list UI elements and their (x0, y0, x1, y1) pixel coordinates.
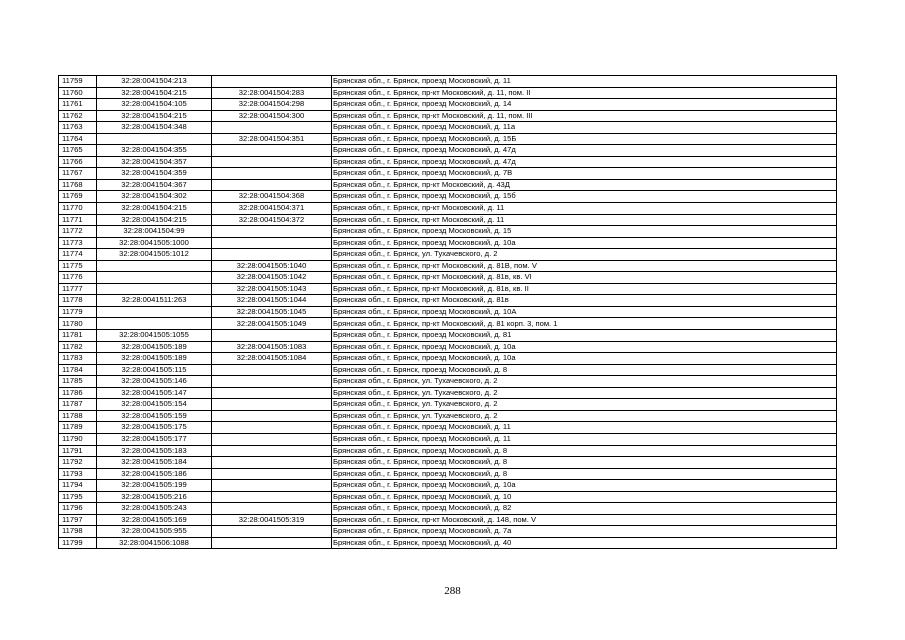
cadastral-number-cell (97, 133, 212, 145)
related-cadastral-number-cell (212, 364, 332, 376)
cadastral-number-cell: 32:28:0041505:147 (97, 387, 212, 399)
address-cell: Брянская обл., г. Брянск, пр-кт Московский, д. 11 (332, 203, 837, 215)
row-number-cell: 11771 (59, 214, 97, 226)
row-number-cell: 11759 (59, 76, 97, 88)
cadastral-number-cell: 32:28:0041504:105 (97, 99, 212, 111)
row-number-cell: 11798 (59, 526, 97, 538)
table-row (59, 168, 837, 180)
cadastral-number-cell (97, 283, 212, 295)
row-number-cell: 11777 (59, 283, 97, 295)
row-number-cell: 11762 (59, 110, 97, 122)
related-cadastral-number-cell: 32:28:0041504:368 (212, 191, 332, 203)
table-row (59, 306, 837, 318)
address-cell: Брянская обл., г. Брянск, пр-кт Московский, д. 81В, пом. V (332, 260, 837, 272)
page-number: 288 (444, 585, 461, 597)
related-cadastral-number-cell (212, 491, 332, 503)
cadastral-number-cell: 32:28:0041504:215 (97, 87, 212, 99)
address-cell: Брянская обл., г. Брянск, проезд Московский, д. 11 (332, 422, 837, 434)
cadastral-number-cell: 32:28:0041505:1000 (97, 237, 212, 249)
cadastral-number-cell: 32:28:0041505:1012 (97, 249, 212, 261)
address-cell: Брянская обл., г. Брянск, проезд Московский, д. 10а (332, 480, 837, 492)
cadastral-number-cell: 32:28:0041504:302 (97, 191, 212, 203)
cadastral-number-cell: 32:28:0041505:169 (97, 514, 212, 526)
table-row (59, 76, 837, 88)
cadastral-number-cell: 32:28:0041504:99 (97, 226, 212, 238)
row-number-cell: 11770 (59, 203, 97, 215)
address-cell: Брянская обл., г. Брянск, проезд Московский, д. 15Б (332, 133, 837, 145)
row-number-cell: 11792 (59, 457, 97, 469)
related-cadastral-number-cell (212, 480, 332, 492)
table-row (59, 480, 837, 492)
table-row (59, 514, 837, 526)
table-row (59, 318, 837, 330)
row-number-cell: 11778 (59, 295, 97, 307)
table-row (59, 364, 837, 376)
address-cell: Брянская обл., г. Брянск, ул. Тухачевского, д. 2 (332, 376, 837, 388)
cadastral-number-cell: 32:28:0041505:216 (97, 491, 212, 503)
table-row (59, 445, 837, 457)
table-row (59, 330, 837, 342)
address-cell: Брянская обл., г. Брянск, проезд Московский, д. 11 (332, 433, 837, 445)
address-cell: Брянская обл., г. Брянск, пр-кт Московский, д. 11 (332, 214, 837, 226)
related-cadastral-number-cell: 32:28:0041504:298 (212, 99, 332, 111)
related-cadastral-number-cell (212, 503, 332, 515)
address-cell: Брянская обл., г. Брянск, проезд Московский, д. 14 (332, 99, 837, 111)
related-cadastral-number-cell: 32:28:0041505:1042 (212, 272, 332, 284)
address-cell: Брянская обл., г. Брянск, ул. Тухачевского, д. 2 (332, 249, 837, 261)
table-row (59, 226, 837, 238)
row-number-cell: 11788 (59, 410, 97, 422)
row-number-cell: 11768 (59, 179, 97, 191)
cadastral-number-cell: 32:28:0041504:215 (97, 203, 212, 215)
row-number-cell: 11780 (59, 318, 97, 330)
row-number-cell: 11765 (59, 145, 97, 157)
related-cadastral-number-cell (212, 76, 332, 88)
table-row (59, 203, 837, 215)
related-cadastral-number-cell: 32:28:0041505:1045 (212, 306, 332, 318)
address-cell: Брянская обл., г. Брянск, проезд Московский, д. 7В (332, 168, 837, 180)
row-number-cell: 11760 (59, 87, 97, 99)
cadastral-number-cell: 32:28:0041505:189 (97, 341, 212, 353)
related-cadastral-number-cell (212, 410, 332, 422)
address-cell: Брянская обл., г. Брянск, проезд Московский, д. 40 (332, 537, 837, 549)
address-cell: Брянская обл., г. Брянск, проезд Московский, д. 11 (332, 76, 837, 88)
row-number-cell: 11772 (59, 226, 97, 238)
row-number-cell: 11784 (59, 364, 97, 376)
related-cadastral-number-cell (212, 433, 332, 445)
row-number-cell: 11766 (59, 156, 97, 168)
address-cell: Брянская обл., г. Брянск, проезд Московский, д. 8 (332, 468, 837, 480)
related-cadastral-number-cell (212, 330, 332, 342)
table-row (59, 122, 837, 134)
cadastral-number-cell: 32:28:0041505:115 (97, 364, 212, 376)
table-row (59, 133, 837, 145)
table-row (59, 341, 837, 353)
cadastral-number-cell: 32:28:0041511:263 (97, 295, 212, 307)
table-row (59, 353, 837, 365)
cadastral-number-cell: 32:28:0041505:199 (97, 480, 212, 492)
row-number-cell: 11761 (59, 99, 97, 111)
row-number-cell: 11785 (59, 376, 97, 388)
related-cadastral-number-cell (212, 145, 332, 157)
cadastral-number-cell: 32:28:0041505:243 (97, 503, 212, 515)
row-number-cell: 11783 (59, 353, 97, 365)
address-cell: Брянская обл., г. Брянск, проезд Московский, д. 15б (332, 191, 837, 203)
related-cadastral-number-cell: 32:28:0041505:1049 (212, 318, 332, 330)
table-row (59, 145, 837, 157)
related-cadastral-number-cell (212, 122, 332, 134)
address-cell: Брянская обл., г. Брянск, проезд Московский, д. 11а (332, 122, 837, 134)
address-cell: Брянская обл., г. Брянск, пр-кт Московский, д. 81в, кв. II (332, 283, 837, 295)
table-row (59, 191, 837, 203)
cadastral-number-cell: 32:28:0041504:213 (97, 76, 212, 88)
related-cadastral-number-cell (212, 468, 332, 480)
table-row (59, 156, 837, 168)
row-number-cell: 11775 (59, 260, 97, 272)
row-number-cell: 11776 (59, 272, 97, 284)
related-cadastral-number-cell (212, 376, 332, 388)
cadastral-number-cell: 32:28:0041505:146 (97, 376, 212, 388)
table-row (59, 249, 837, 261)
cadastral-number-cell: 32:28:0041505:955 (97, 526, 212, 538)
cadastral-number-cell: 32:28:0041505:183 (97, 445, 212, 457)
address-cell: Брянская обл., г. Брянск, проезд Московский, д. 10 (332, 491, 837, 503)
cadastral-number-cell: 32:28:0041505:184 (97, 457, 212, 469)
cadastral-number-cell (97, 260, 212, 272)
row-number-cell: 11769 (59, 191, 97, 203)
row-number-cell: 11781 (59, 330, 97, 342)
cadastral-number-cell: 32:28:0041504:367 (97, 179, 212, 191)
table-row (59, 399, 837, 411)
related-cadastral-number-cell (212, 457, 332, 469)
row-number-cell: 11767 (59, 168, 97, 180)
cadastral-number-cell (97, 318, 212, 330)
table-row (59, 410, 837, 422)
table-row (59, 237, 837, 249)
row-number-cell: 11795 (59, 491, 97, 503)
address-cell: Брянская обл., г. Брянск, проезд Московский, д. 47д (332, 145, 837, 157)
address-cell: Брянская обл., г. Брянск, ул. Тухачевского, д. 2 (332, 410, 837, 422)
related-cadastral-number-cell (212, 445, 332, 457)
address-cell: Брянская обл., г. Брянск, проезд Московский, д. 10а (332, 353, 837, 365)
row-number-cell: 11794 (59, 480, 97, 492)
row-number-cell: 11779 (59, 306, 97, 318)
cadastral-number-cell: 32:28:0041504:215 (97, 214, 212, 226)
row-number-cell: 11782 (59, 341, 97, 353)
cadastral-number-cell: 32:28:0041504:357 (97, 156, 212, 168)
registry-table-body (59, 76, 837, 549)
cadastral-number-cell (97, 306, 212, 318)
related-cadastral-number-cell: 32:28:0041504:372 (212, 214, 332, 226)
table-row (59, 537, 837, 549)
cadastral-number-cell: 32:28:0041505:154 (97, 399, 212, 411)
related-cadastral-number-cell: 32:28:0041505:1084 (212, 353, 332, 365)
table-row (59, 260, 837, 272)
address-cell: Брянская обл., г. Брянск, пр-кт Московский, д. 11, пом. II (332, 87, 837, 99)
address-cell: Брянская обл., г. Брянск, проезд Московский, д. 10а (332, 341, 837, 353)
related-cadastral-number-cell: 32:28:0041505:1043 (212, 283, 332, 295)
table-row (59, 283, 837, 295)
related-cadastral-number-cell: 32:28:0041505:319 (212, 514, 332, 526)
address-cell: Брянская обл., г. Брянск, пр-кт Московский, д. 43Д (332, 179, 837, 191)
cadastral-number-cell: 32:28:0041504:359 (97, 168, 212, 180)
table-row (59, 457, 837, 469)
address-cell: Брянская обл., г. Брянск, ул. Тухачевского, д. 2 (332, 399, 837, 411)
address-cell: Брянская обл., г. Брянск, проезд Московский, д. 10А (332, 306, 837, 318)
related-cadastral-number-cell (212, 526, 332, 538)
related-cadastral-number-cell (212, 237, 332, 249)
address-cell: Брянская обл., г. Брянск, проезд Московский, д. 8 (332, 457, 837, 469)
table-row (59, 272, 837, 284)
cadastral-number-cell: 32:28:0041505:189 (97, 353, 212, 365)
cadastral-number-cell: 32:28:0041505:1055 (97, 330, 212, 342)
cadastral-number-cell: 32:28:0041505:159 (97, 410, 212, 422)
related-cadastral-number-cell: 32:28:0041505:1044 (212, 295, 332, 307)
cadastral-number-cell: 32:28:0041505:175 (97, 422, 212, 434)
related-cadastral-number-cell: 32:28:0041504:371 (212, 203, 332, 215)
table-row (59, 87, 837, 99)
related-cadastral-number-cell (212, 226, 332, 238)
row-number-cell: 11791 (59, 445, 97, 457)
address-cell: Брянская обл., г. Брянск, пр-кт Московский, д. 81в, кв. VI (332, 272, 837, 284)
related-cadastral-number-cell: 32:28:0041504:283 (212, 87, 332, 99)
address-cell: Брянская обл., г. Брянск, проезд Московский, д. 82 (332, 503, 837, 515)
table-row (59, 179, 837, 191)
cadastral-number-cell: 32:28:0041504:215 (97, 110, 212, 122)
row-number-cell: 11790 (59, 433, 97, 445)
address-cell: Брянская обл., г. Брянск, проезд Московский, д. 7а (332, 526, 837, 538)
related-cadastral-number-cell: 32:28:0041505:1040 (212, 260, 332, 272)
row-number-cell: 11764 (59, 133, 97, 145)
row-number-cell: 11799 (59, 537, 97, 549)
table-row (59, 387, 837, 399)
table-row (59, 503, 837, 515)
table-row (59, 99, 837, 111)
address-cell: Брянская обл., г. Брянск, проезд Московский, д. 81 (332, 330, 837, 342)
table-row (59, 376, 837, 388)
address-cell: Брянская обл., г. Брянск, пр-кт Московский, д. 81в (332, 295, 837, 307)
cadastral-number-cell: 32:28:0041506:1088 (97, 537, 212, 549)
address-cell: Брянская обл., г. Брянск, проезд Московский, д. 15 (332, 226, 837, 238)
row-number-cell: 11786 (59, 387, 97, 399)
address-cell: Брянская обл., г. Брянск, проезд Московский, д. 47д (332, 156, 837, 168)
cadastral-number-cell: 32:28:0041504:348 (97, 122, 212, 134)
table-row (59, 110, 837, 122)
address-cell: Брянская обл., г. Брянск, ул. Тухачевского, д. 2 (332, 387, 837, 399)
row-number-cell: 11763 (59, 122, 97, 134)
related-cadastral-number-cell (212, 387, 332, 399)
related-cadastral-number-cell (212, 422, 332, 434)
table-row (59, 422, 837, 434)
related-cadastral-number-cell: 32:28:0041504:351 (212, 133, 332, 145)
cadastral-number-cell: 32:28:0041505:186 (97, 468, 212, 480)
cadastral-number-cell: 32:28:0041505:177 (97, 433, 212, 445)
address-cell: Брянская обл., г. Брянск, проезд Московский, д. 10а (332, 237, 837, 249)
related-cadastral-number-cell (212, 249, 332, 261)
registry-table (58, 75, 837, 549)
table-row (59, 214, 837, 226)
related-cadastral-number-cell (212, 179, 332, 191)
related-cadastral-number-cell (212, 156, 332, 168)
address-cell: Брянская обл., г. Брянск, проезд Московский, д. 8 (332, 445, 837, 457)
row-number-cell: 11797 (59, 514, 97, 526)
row-number-cell: 11796 (59, 503, 97, 515)
related-cadastral-number-cell (212, 399, 332, 411)
table-row (59, 491, 837, 503)
address-cell: Брянская обл., г. Брянск, пр-кт Московский, д. 11, пом. III (332, 110, 837, 122)
related-cadastral-number-cell (212, 537, 332, 549)
row-number-cell: 11773 (59, 237, 97, 249)
related-cadastral-number-cell: 32:28:0041504:300 (212, 110, 332, 122)
cadastral-number-cell: 32:28:0041504:355 (97, 145, 212, 157)
address-cell: Брянская обл., г. Брянск, проезд Московский, д. 8 (332, 364, 837, 376)
table-row (59, 468, 837, 480)
table-row (59, 526, 837, 538)
row-number-cell: 11793 (59, 468, 97, 480)
related-cadastral-number-cell: 32:28:0041505:1083 (212, 341, 332, 353)
cadastral-number-cell (97, 272, 212, 284)
address-cell: Брянская обл., г. Брянск, пр-кт Московский, д. 148, пом. V (332, 514, 837, 526)
related-cadastral-number-cell (212, 168, 332, 180)
row-number-cell: 11789 (59, 422, 97, 434)
address-cell: Брянская обл., г. Брянск, пр-кт Московский, д. 81 корп. 3, пом. 1 (332, 318, 837, 330)
row-number-cell: 11787 (59, 399, 97, 411)
table-row (59, 295, 837, 307)
row-number-cell: 11774 (59, 249, 97, 261)
table-row (59, 433, 837, 445)
